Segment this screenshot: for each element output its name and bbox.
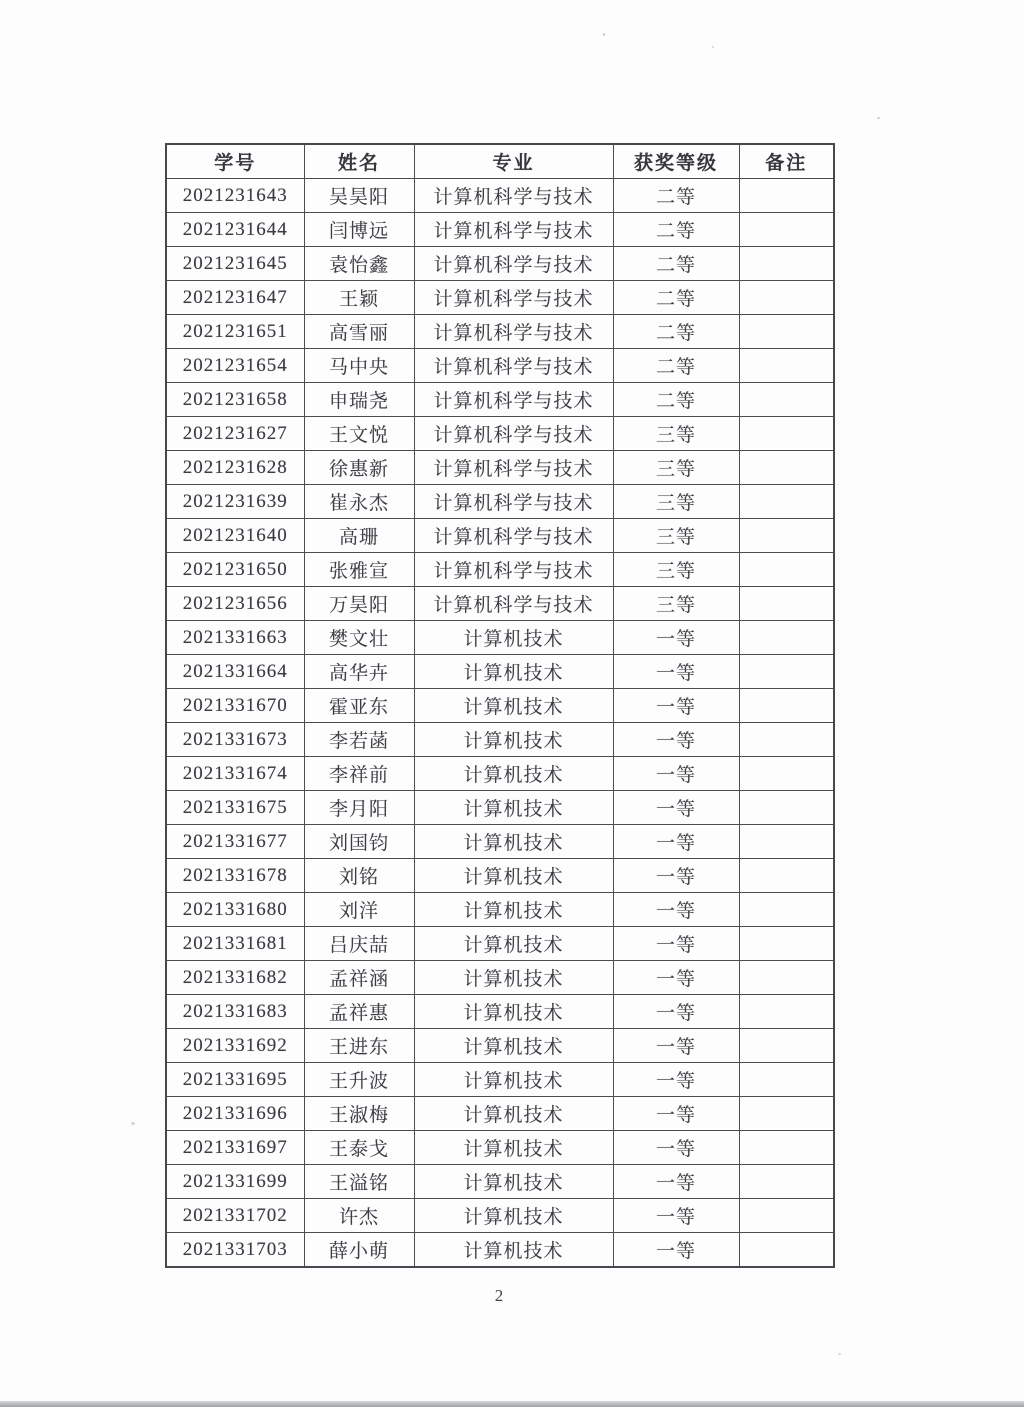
remark [739, 757, 834, 791]
award-level: 二等 [613, 247, 739, 281]
student-name: 许杰 [304, 1199, 414, 1233]
student-id: 2021231627 [166, 417, 304, 451]
student-id: 2021331692 [166, 1029, 304, 1063]
major: 计算机技术 [414, 1199, 613, 1233]
table-row [166, 553, 834, 587]
remark [739, 621, 834, 655]
student-name: 申瑞尧 [304, 383, 414, 417]
remark [739, 825, 834, 859]
scan-speck [712, 46, 714, 48]
remark [739, 179, 834, 213]
student-id: 2021231651 [166, 315, 304, 349]
major: 计算机科学与技术 [414, 315, 613, 349]
student-id: 2021231628 [166, 451, 304, 485]
award-table-body [166, 179, 834, 1268]
award-level: 二等 [613, 281, 739, 315]
award-level: 一等 [613, 689, 739, 723]
award-level: 二等 [613, 383, 739, 417]
column-header-major: 专业 [414, 144, 613, 179]
remark [739, 927, 834, 961]
scan-bottom-edge [0, 1401, 1024, 1407]
student-name: 刘洋 [304, 893, 414, 927]
major: 计算机技术 [414, 689, 613, 723]
award-level: 三等 [613, 485, 739, 519]
student-name: 高华卉 [304, 655, 414, 689]
student-id: 2021231640 [166, 519, 304, 553]
student-id: 2021231639 [166, 485, 304, 519]
table-row [166, 791, 834, 825]
table-row [166, 1233, 834, 1268]
student-id: 2021231654 [166, 349, 304, 383]
scan-speck [603, 33, 605, 36]
student-name: 樊文壮 [304, 621, 414, 655]
award-level: 三等 [613, 417, 739, 451]
table-row [166, 417, 834, 451]
scan-speck [877, 117, 880, 119]
major: 计算机科学与技术 [414, 417, 613, 451]
table-row [166, 451, 834, 485]
major: 计算机科学与技术 [414, 553, 613, 587]
table-row [166, 383, 834, 417]
student-id: 2021231656 [166, 587, 304, 621]
remark [739, 247, 834, 281]
table-row [166, 927, 834, 961]
student-id: 2021331678 [166, 859, 304, 893]
award-level: 一等 [613, 621, 739, 655]
award-level: 三等 [613, 553, 739, 587]
table-row [166, 281, 834, 315]
remark [739, 655, 834, 689]
student-id: 2021231650 [166, 553, 304, 587]
major: 计算机技术 [414, 825, 613, 859]
award-level: 一等 [613, 1029, 739, 1063]
award-level: 二等 [613, 349, 739, 383]
student-id: 2021331680 [166, 893, 304, 927]
student-id: 2021331673 [166, 723, 304, 757]
student-id: 2021331697 [166, 1131, 304, 1165]
award-level: 一等 [613, 893, 739, 927]
student-name: 王进东 [304, 1029, 414, 1063]
student-name: 孟祥惠 [304, 995, 414, 1029]
award-level: 三等 [613, 587, 739, 621]
student-id: 2021231643 [166, 179, 304, 213]
student-name: 王溢铭 [304, 1165, 414, 1199]
student-name: 王颖 [304, 281, 414, 315]
student-name: 薛小萌 [304, 1233, 414, 1268]
table-row [166, 893, 834, 927]
table-row [166, 1063, 834, 1097]
major: 计算机技术 [414, 621, 613, 655]
table-row [166, 961, 834, 995]
student-id: 2021231658 [166, 383, 304, 417]
major: 计算机科学与技术 [414, 179, 613, 213]
column-header-award-level: 获奖等级 [613, 144, 739, 179]
student-name: 张雅宣 [304, 553, 414, 587]
remark [739, 995, 834, 1029]
major: 计算机科学与技术 [414, 281, 613, 315]
table-row [166, 213, 834, 247]
student-name: 马中央 [304, 349, 414, 383]
table-row [166, 587, 834, 621]
table-row [166, 859, 834, 893]
table-row [166, 519, 834, 553]
remark [739, 1063, 834, 1097]
table-row [166, 485, 834, 519]
award-level: 一等 [613, 1131, 739, 1165]
student-id: 2021331702 [166, 1199, 304, 1233]
award-table-header [166, 144, 834, 179]
award-level: 一等 [613, 961, 739, 995]
award-level: 一等 [613, 757, 739, 791]
major: 计算机技术 [414, 1233, 613, 1268]
remark [739, 791, 834, 825]
student-id: 2021231645 [166, 247, 304, 281]
student-name: 吴昊阳 [304, 179, 414, 213]
student-name: 孟祥涵 [304, 961, 414, 995]
award-level: 一等 [613, 791, 739, 825]
student-name: 崔永杰 [304, 485, 414, 519]
student-name: 李祥前 [304, 757, 414, 791]
remark [739, 723, 834, 757]
table-row [166, 1029, 834, 1063]
major: 计算机科学与技术 [414, 485, 613, 519]
major: 计算机技术 [414, 1165, 613, 1199]
remark [739, 315, 834, 349]
remark [739, 1199, 834, 1233]
award-level: 二等 [613, 213, 739, 247]
table-row [166, 1165, 834, 1199]
page-number: 2 [494, 1286, 504, 1305]
major: 计算机科学与技术 [414, 247, 613, 281]
major: 计算机技术 [414, 995, 613, 1029]
table-row [166, 1097, 834, 1131]
table-row [166, 689, 834, 723]
student-name: 霍亚东 [304, 689, 414, 723]
student-id: 2021331703 [166, 1233, 304, 1268]
student-id: 2021331699 [166, 1165, 304, 1199]
table-row [166, 621, 834, 655]
table-row [166, 723, 834, 757]
student-name: 袁怡鑫 [304, 247, 414, 281]
student-name: 李月阳 [304, 791, 414, 825]
major: 计算机技术 [414, 893, 613, 927]
table-row [166, 1199, 834, 1233]
student-id: 2021331695 [166, 1063, 304, 1097]
award-table [165, 143, 835, 1268]
remark [739, 1029, 834, 1063]
student-id: 2021331663 [166, 621, 304, 655]
major: 计算机技术 [414, 1063, 613, 1097]
award-level: 一等 [613, 1165, 739, 1199]
student-name: 吕庆喆 [304, 927, 414, 961]
table-row [166, 995, 834, 1029]
table-row [166, 757, 834, 791]
table-row [166, 179, 834, 213]
major: 计算机科学与技术 [414, 587, 613, 621]
table-row [166, 247, 834, 281]
student-id: 2021231644 [166, 213, 304, 247]
remark [739, 587, 834, 621]
major: 计算机技术 [414, 859, 613, 893]
table-row [166, 1131, 834, 1165]
major: 计算机技术 [414, 655, 613, 689]
remark [739, 417, 834, 451]
remark [739, 383, 834, 417]
remark [739, 485, 834, 519]
award-level: 一等 [613, 655, 739, 689]
award-level: 一等 [613, 927, 739, 961]
student-name: 王淑梅 [304, 1097, 414, 1131]
student-id: 2021331683 [166, 995, 304, 1029]
student-id: 2021331696 [166, 1097, 304, 1131]
table-row [166, 349, 834, 383]
student-id: 2021331675 [166, 791, 304, 825]
remark [739, 451, 834, 485]
student-id: 2021231647 [166, 281, 304, 315]
student-name: 闫博远 [304, 213, 414, 247]
student-id: 2021331664 [166, 655, 304, 689]
award-level: 三等 [613, 519, 739, 553]
major: 计算机技术 [414, 1097, 613, 1131]
major: 计算机技术 [414, 961, 613, 995]
major: 计算机技术 [414, 723, 613, 757]
major: 计算机技术 [414, 791, 613, 825]
student-id: 2021331670 [166, 689, 304, 723]
remark [739, 1097, 834, 1131]
column-header-student-id: 学号 [166, 144, 304, 179]
major: 计算机技术 [414, 1131, 613, 1165]
award-level: 一等 [613, 1097, 739, 1131]
award-level: 二等 [613, 179, 739, 213]
award-level: 一等 [613, 723, 739, 757]
student-id: 2021331674 [166, 757, 304, 791]
major: 计算机技术 [414, 1029, 613, 1063]
remark [739, 961, 834, 995]
student-name: 李若菡 [304, 723, 414, 757]
student-name: 王文悦 [304, 417, 414, 451]
student-name: 刘铭 [304, 859, 414, 893]
remark [739, 349, 834, 383]
remark [739, 553, 834, 587]
major: 计算机科学与技术 [414, 451, 613, 485]
scan-speck [838, 1353, 841, 1355]
remark [739, 281, 834, 315]
award-level: 一等 [613, 995, 739, 1029]
major: 计算机技术 [414, 927, 613, 961]
award-level: 一等 [613, 825, 739, 859]
header-row [166, 144, 834, 179]
award-level: 一等 [613, 1199, 739, 1233]
major: 计算机科学与技术 [414, 349, 613, 383]
table-row [166, 825, 834, 859]
student-id: 2021331682 [166, 961, 304, 995]
column-header-student-name: 姓名 [304, 144, 414, 179]
student-name: 高雪丽 [304, 315, 414, 349]
award-level: 一等 [613, 859, 739, 893]
student-name: 万昊阳 [304, 587, 414, 621]
student-name: 徐惠新 [304, 451, 414, 485]
remark [739, 1233, 834, 1268]
student-name: 高珊 [304, 519, 414, 553]
award-level: 二等 [613, 315, 739, 349]
column-header-remark: 备注 [739, 144, 834, 179]
scan-speck [131, 1122, 135, 1125]
award-level: 一等 [613, 1063, 739, 1097]
award-level: 一等 [613, 1233, 739, 1268]
remark [739, 689, 834, 723]
student-name: 王泰戈 [304, 1131, 414, 1165]
remark [739, 1131, 834, 1165]
student-name: 王升波 [304, 1063, 414, 1097]
remark [739, 893, 834, 927]
student-id: 2021331677 [166, 825, 304, 859]
student-id: 2021331681 [166, 927, 304, 961]
major: 计算机技术 [414, 757, 613, 791]
remark [739, 1165, 834, 1199]
remark [739, 859, 834, 893]
major: 计算机科学与技术 [414, 213, 613, 247]
major: 计算机科学与技术 [414, 519, 613, 553]
remark [739, 213, 834, 247]
major: 计算机科学与技术 [414, 383, 613, 417]
remark [739, 519, 834, 553]
student-name: 刘国钧 [304, 825, 414, 859]
table-row [166, 315, 834, 349]
award-level: 三等 [613, 451, 739, 485]
table-row [166, 655, 834, 689]
